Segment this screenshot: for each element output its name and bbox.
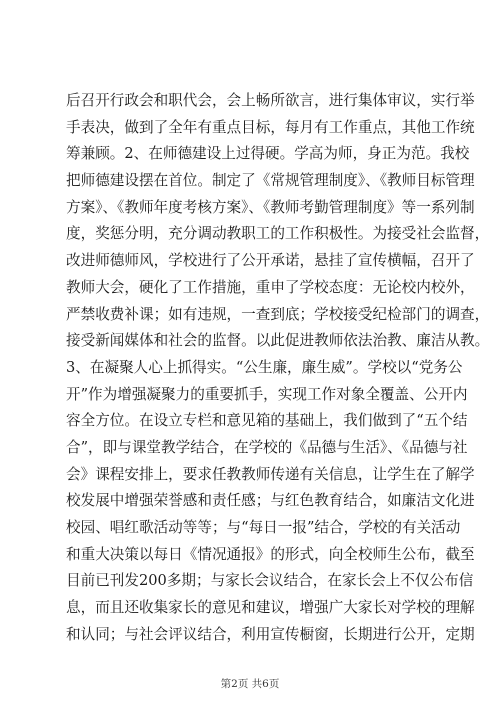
text-line: 3、在凝聚人心上抓得实。“公生廉，廉生威”。学校以“党务公 bbox=[66, 358, 463, 376]
text-line: 和认同；与社会评议结合，利用宣传橱窗，长期进行公开，定期 bbox=[66, 625, 475, 643]
text-line: 校园、唱红歌活动等等；与“每日一报”结合，学校的有关活动 bbox=[66, 519, 461, 536]
text-line: 容全方位。在设立专栏和意见箱的基础上，我们做到了“五个结 bbox=[66, 412, 468, 430]
text-line: 严禁收费补课；如有违规，一查到底；学校接受纪检部门的调查， bbox=[66, 305, 490, 323]
text-line: 和重大决策以每日《情况通报》的形式，向全校师生公布，截至 bbox=[66, 545, 475, 563]
text-line: 开”作为增强凝聚力的重要抓手，实现工作对象全覆盖、公开内 bbox=[66, 385, 468, 403]
text-line: 把师德建设摆在首位。制定了《常规管理制度》、《教师目标管理 bbox=[66, 172, 475, 190]
text-line: 合”，即与课堂教学结合，在学校的《品德与生活》、《品德与社 bbox=[66, 438, 468, 456]
text-line: 接受新闻媒体和社会的监督。以此促进教师依法治教、廉洁从教。 bbox=[66, 332, 490, 350]
text-line: 手表决，做到了全年有重点目标，每月有工作重点，其他工作统 bbox=[66, 118, 475, 136]
text-line: 息，而且还收集家长的意见和建议，增强广大家长对学校的理解 bbox=[66, 599, 475, 617]
text-line: 度，奖惩分明，充分调动教职工的工作积极性。为接受社会监督， bbox=[66, 225, 490, 243]
text-line: 教师大会，硬化了工作措施，重申了学校态度：无论校内校外， bbox=[66, 278, 475, 296]
text-line: 方案》、《教师年度考核方案》、《教师考勤管理制度》等一系列制 bbox=[66, 198, 475, 216]
text-line: 会》课程安排上，要求任教教师传递有关信息，让学生在了解学 bbox=[66, 465, 475, 483]
text-line: 校发展中增强荣誉感和责任感；与红色教育结合，如廉洁文化进 bbox=[66, 492, 475, 510]
text-line: 筹兼顾。2、在师德建设上过得硬。学高为师，身正为范。我校 bbox=[66, 145, 470, 163]
body-text bbox=[66, 88, 490, 648]
text-line: 改进师德师风，学校进行了公开承诺，悬挂了宣传横幅，召开了 bbox=[66, 252, 475, 270]
text-line: 目前已刊发200多期；与家长会议结合，在家长会上不仅公布信 bbox=[66, 572, 474, 590]
text-line: 后召开行政会和职代会，会上畅所欲言，进行集体审议，实行举 bbox=[66, 92, 475, 109]
page-footer: 第2页 共6页 bbox=[220, 678, 280, 690]
